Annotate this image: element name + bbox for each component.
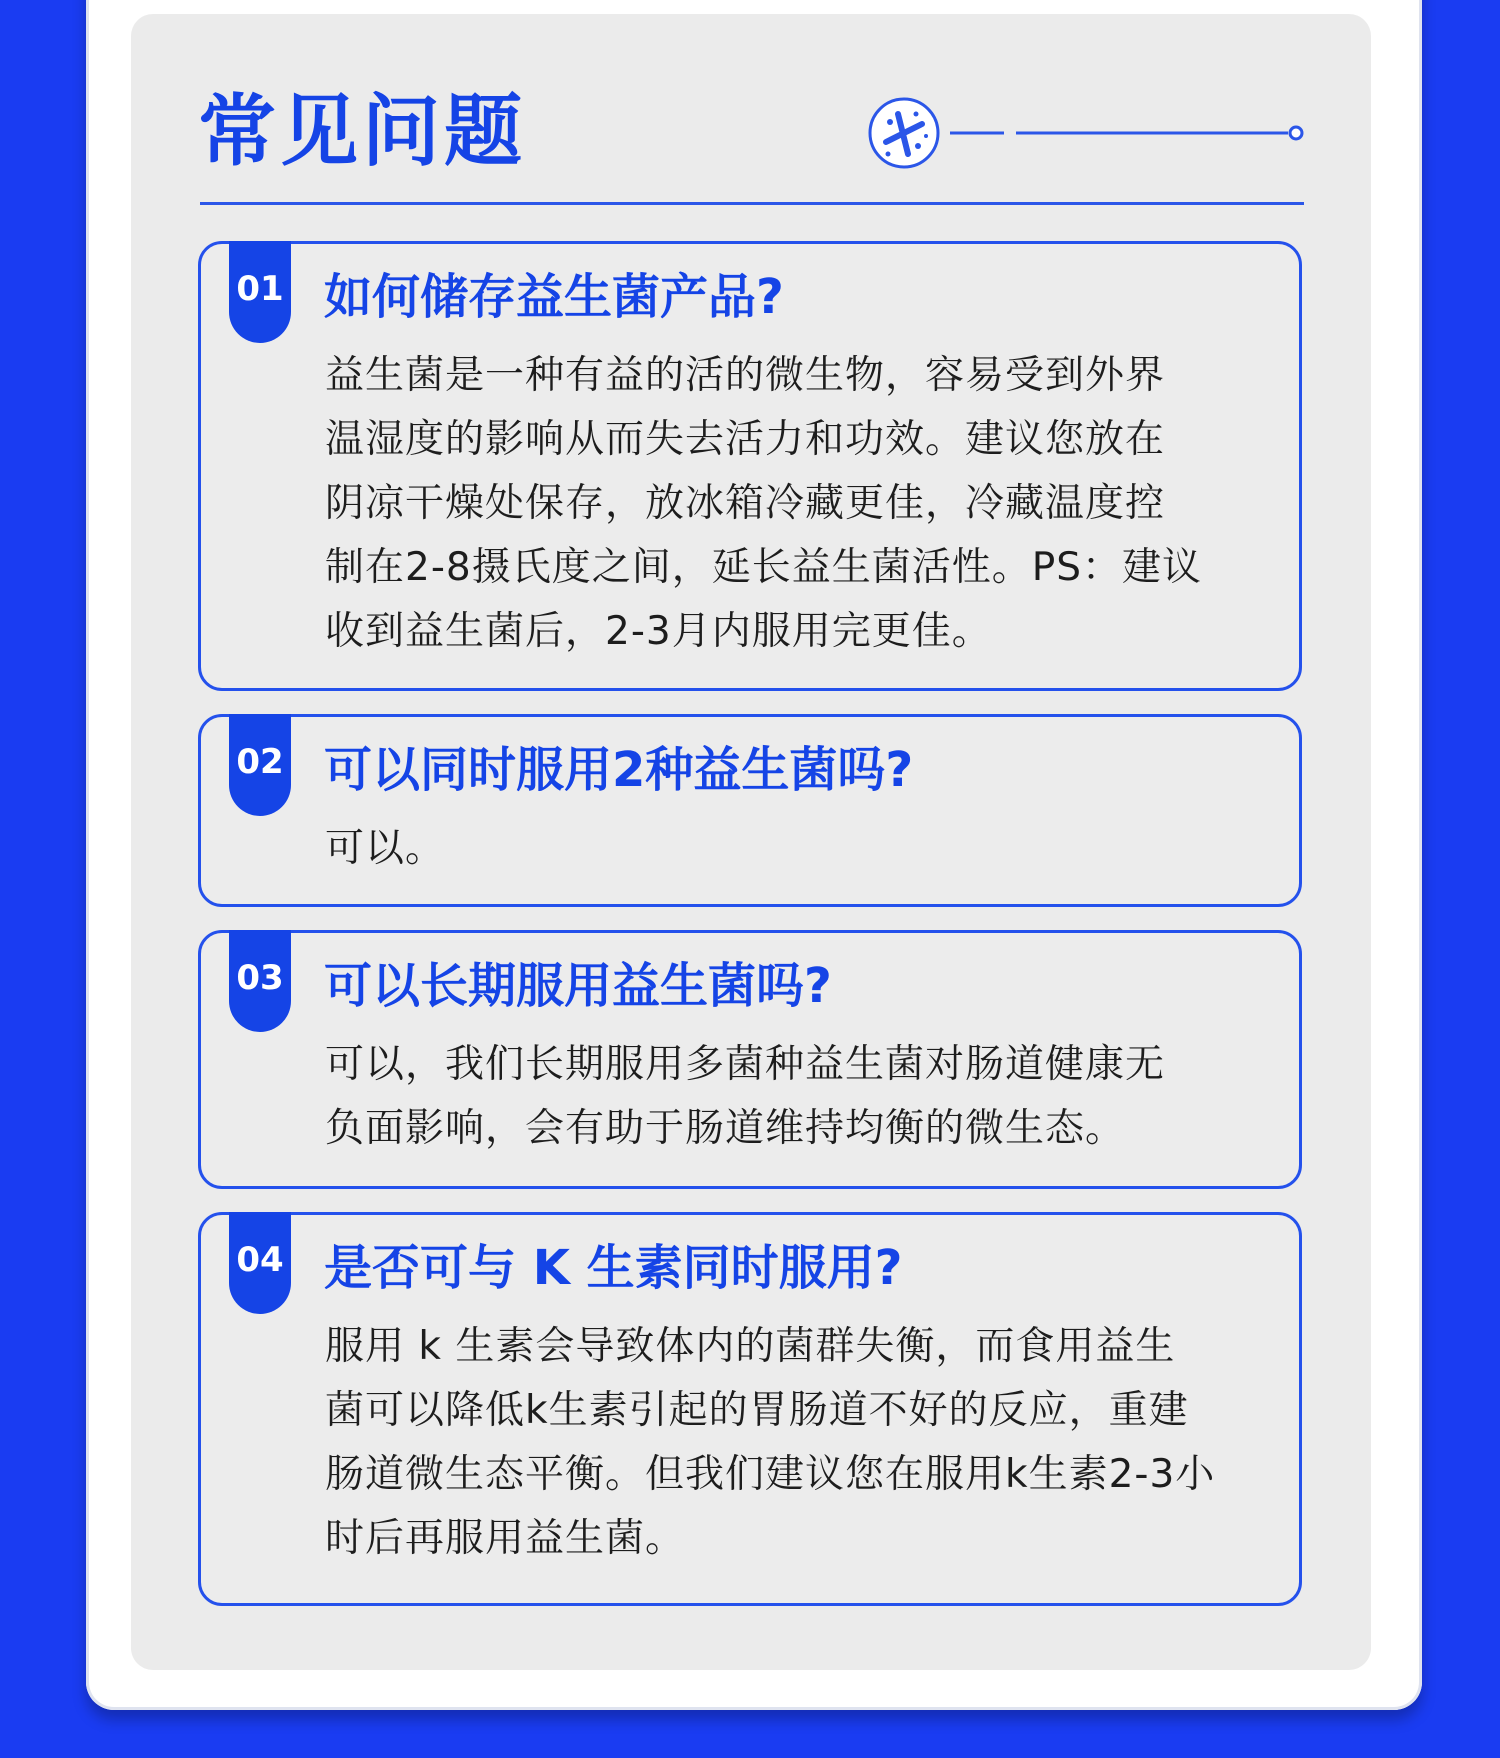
faq-number-badge: 04 bbox=[229, 1212, 291, 1314]
faq-question: 可以同时服用2种益生菌吗? bbox=[324, 742, 914, 798]
faq-answer: 益生菌是一种有益的活的微生物，容易受到外界 温湿度的影响从而失去活力和功效。建议您放在 阴凉干燥处保存，放冰箱冷藏更佳，冷藏温度控 制在2-8摄氏度之间，延长益生菌活性。PS：建议 收到益生菌后，2-3月内服用完更佳。 bbox=[325, 353, 1202, 654]
faq-number-badge: 02 bbox=[229, 714, 291, 816]
faq-question: 可以长期服用益生菌吗? bbox=[324, 958, 832, 1014]
faq-answer: 可以，我们长期服用多菌种益生菌对肠道健康无 负面影响，会有助于肠道维持均衡的微生态。 bbox=[325, 1042, 1166, 1151]
faq-question: 是否可与 K 生素同时服用? bbox=[324, 1240, 903, 1296]
faq-answer: 服用 k 生素会导致体内的菌群失衡，而食用益生 菌可以降低k生素引起的胃肠道不好的反应，重建 肠道微生态平衡。但我们建议您在服用k生素2-3小 时后再服用益生菌。 bbox=[325, 1324, 1216, 1561]
faq-item-1 bbox=[198, 241, 1302, 691]
faq-item-4 bbox=[198, 1212, 1302, 1606]
faq-item-2 bbox=[198, 714, 1302, 907]
bacteria-icon bbox=[864, 96, 1314, 176]
title-divider bbox=[200, 202, 1304, 205]
page-title: 常见问题 bbox=[198, 87, 527, 177]
faq-answer: 可以。 bbox=[325, 826, 446, 871]
faq-item-3 bbox=[198, 930, 1302, 1189]
faq-number-badge: 03 bbox=[229, 930, 291, 1032]
faq-question: 如何储存益生菌产品? bbox=[324, 269, 784, 325]
faq-number-badge: 01 bbox=[229, 241, 291, 343]
